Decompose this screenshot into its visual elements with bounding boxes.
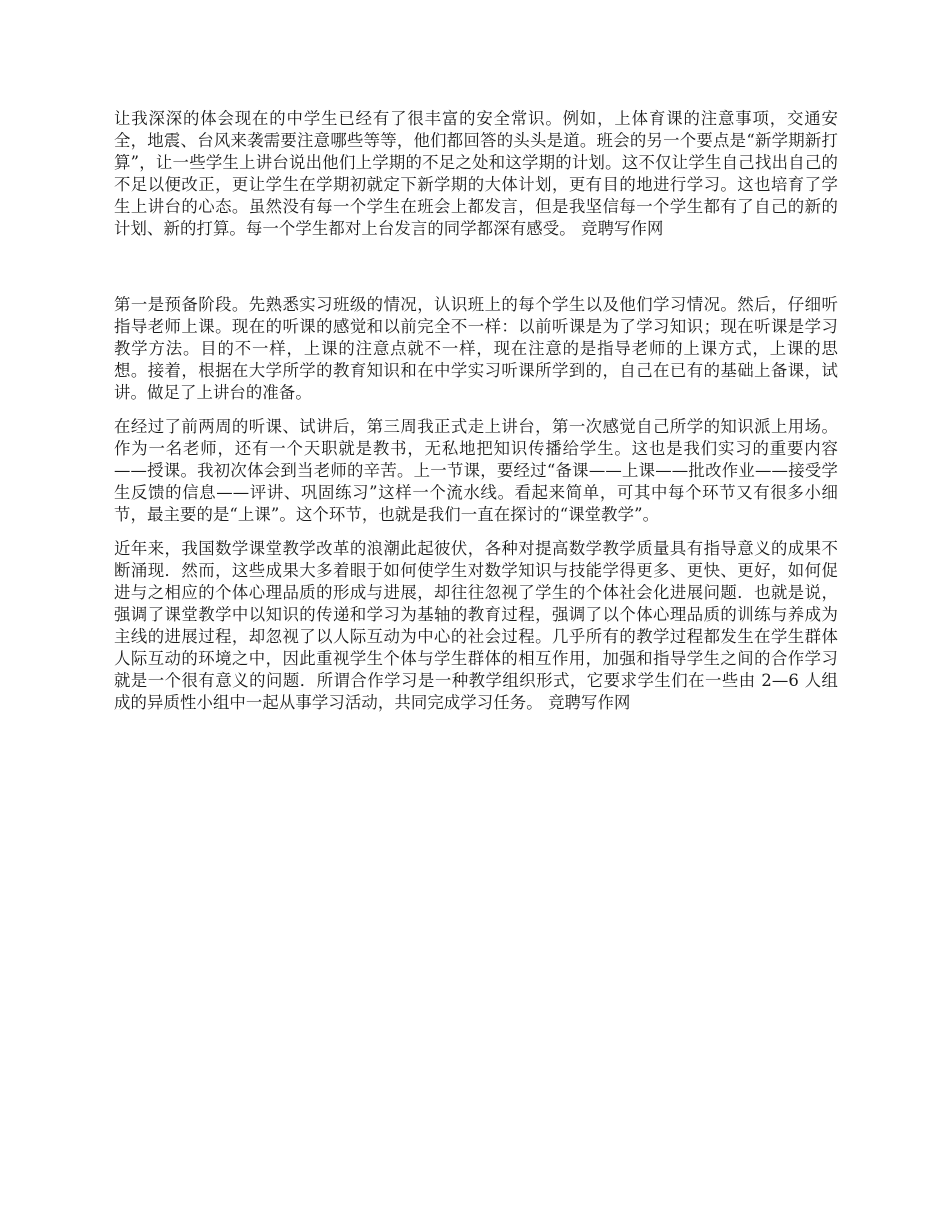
paragraph-3: 在经过了前两周的听课、试讲后，第三周我正式走上讲台，第一次感觉自己所学的知识派上用场。作为一名老师，还有一个天职就是教书，无私地把知识传播给学生。这也是我们实习的重要内容——授课。我初次体会到当老师的辛苦。上一节课，要经过“备课——上课——批改作业——接受学生反馈的信息——评讲、巩固练习”这样一个流水线。看起来简单，可其中每个环节又有很多小细节，最主要的是“上课”。这个环节，也就是我们一直在探讨的“课堂教学”。	[114, 417, 838, 524]
paragraph-1: 让我深深的体会现在的中学生已经有了很丰富的安全常识。例如，上体育课的注意事项，交通安全，地震、台风来袭需要注意哪些等等，他们都回答的头头是道。班会的另一个要点是“新学期新打算”，让一些学生上讲台说出他们上学期的不足之处和这学期的计划。这不仅让学生自己找出自己的不足以便改正，更让学生在学期初就定下新学期的大体计划，更有目的地进行学习。这也培育了学生上讲台的心态。虽然没有每一个学生在班会上都发言，但是我坚信每一个学生都有了自己的新的计划、新的打算。每一个学生都对上台发言的同学都深有感受。 竞聘写作网	[114, 109, 838, 238]
paragraph-2: 第一是预备阶段。先熟悉实习班级的情况，认识班上的每个学生以及他们学习情况。然后，仔细听指导老师上课。现在的听课的感觉和以前完全不一样：以前听课是为了学习知识；现在听课是学习教学方法。目的不一样，上课的注意点就不一样，现在注意的是指导老师的上课方式，上课的思想。接着，根据在大学所学的教育知识和在中学实习听课所学到的，自己在已有的基础上备课，试讲。做足了上讲台的准备。	[114, 295, 838, 402]
document-body	[114, 108, 838, 714]
paragraph-spacer	[114, 526, 838, 538]
paragraph-spacer	[114, 404, 838, 416]
paragraph-4: 近年来，我国数学课堂教学改革的浪潮此起彼伏，各种对提高数学教学质量具有指导意义的成果不断涌现．然而，这些成果大多着眼于如何使学生对数学知识与技能学得更多、更快、更好，如何促进与之相应的个体心理品质的形成与进展，却往往忽视了学生的个体社会化进展问题．也就是说，强调了课堂教学中以知识的传递和学习为基轴的教育过程，强调了以个体心理品质的训练与养成为主线的进展过程，却忽视了以人际互动为中心的社会过程。几乎所有的教学过程都发生在学生群体人际互动的环境之中，因此重视学生个体与学生群体的相互作用，加强和指导学生之间的合作学习就是一个很有意义的问题．所谓合作学习是一种教学组织形式，它要求学生们在一些由 2—6 人组成的异质性小组中一起从事学习活动，共同完成学习任务。 竞聘写作网	[114, 539, 838, 712]
paragraph-spacer	[114, 240, 838, 294]
